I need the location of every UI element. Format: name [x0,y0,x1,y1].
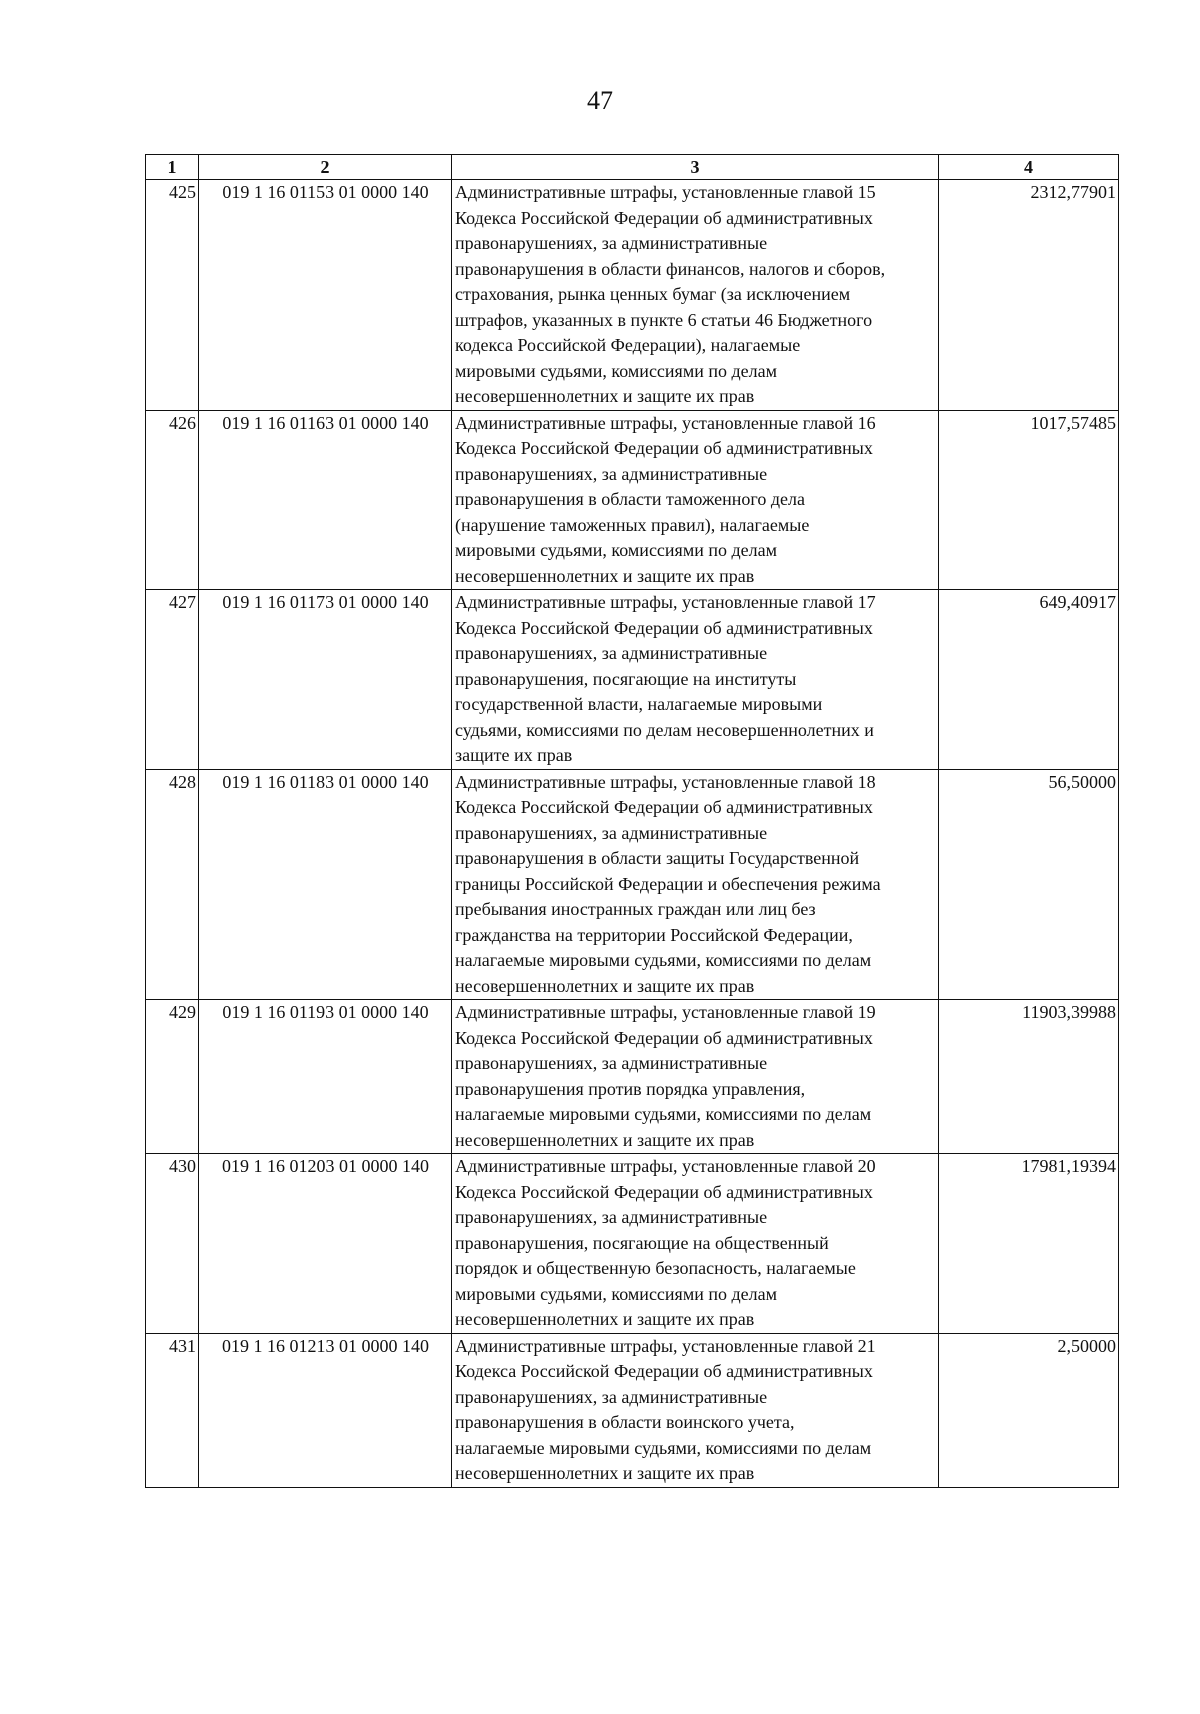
description-text: Административные штрафы, установленные главой 15 Кодекса Российской Федерации об административных правонарушениях, за административные правонарушения в области финансов, налогов и сборов, страхования, рынка ценных бумаг (за исключением штрафов, указанных в пункте 6 статьи 46 Бюджетного кодекса Российской Федерации), налагаемые мировыми судьями, комиссиями по делам несовершеннолетних и защите их прав [455,182,886,406]
description-text: Административные штрафы, установленные главой 21 Кодекса Российской Федерации об административных правонарушениях, за административные правонарушения в области воинского учета, налагаемые мировыми судьями, комиссиями по делам несовершеннолетних и защите их прав [455,1335,876,1483]
column-header-4: 4 [939,155,1119,180]
row-amount: 56,50000 [939,769,1119,1000]
description-text: Административные штрафы, установленные главой 20 Кодекса Российской Федерации об административных правонарушениях, за административные правонарушения, посягающие на общественный порядок и общественную безопасность, налагаемые мировыми судьями, комиссиями по делам несовершеннолетних и защите их прав [455,1156,876,1329]
revenue-table [145,154,1119,1488]
column-header-2: 2 [199,155,452,180]
row-description [452,180,939,411]
row-description [452,1000,939,1154]
page-number: 47 [587,86,613,115]
budget-code: 019 1 16 01183 01 0000 140 [199,769,452,1000]
row-number: 425 [146,180,199,411]
description-text: Административные штрафы, установленные главой 18 Кодекса Российской Федерации об административных правонарушениях, за административные правонарушения в области защиты Государственной границы Российской Федерации и обеспечения режима пребывания иностранных граждан или лиц без гражданства на территории Российской Федерации, налагаемые мировыми судьями, комиссиями по делам несовершеннолетних и защите их прав [455,771,881,996]
table-row [146,410,1119,590]
description-text: Административные штрафы, установленные главой 17 Кодекса Российской Федерации об административных правонарушениях, за административные правонарушения, посягающие на институты государственной власти, налагаемые мировыми судьями, комиссиями по делам несовершеннолетних и защите их прав [455,592,876,765]
row-number: 426 [146,410,199,590]
row-description [452,590,939,770]
row-number: 429 [146,1000,199,1154]
row-amount: 17981,19394 [939,1154,1119,1334]
table-header-row [146,155,1119,180]
row-amount: 2,50000 [939,1333,1119,1487]
budget-code: 019 1 16 01203 01 0000 140 [199,1154,452,1334]
row-amount: 649,40917 [939,590,1119,770]
row-description [452,769,939,1000]
table-row [146,1333,1119,1487]
row-number: 427 [146,590,199,770]
budget-code: 019 1 16 01163 01 0000 140 [199,410,452,590]
table-row [146,1000,1119,1154]
row-amount: 2312,77901 [939,180,1119,411]
description-text: Административные штрафы, установленные главой 19 Кодекса Российской Федерации об административных правонарушениях, за административные правонарушения против порядка управления, налагаемые мировыми судьями, комиссиями по делам несовершеннолетних и защите их прав [455,1002,876,1150]
row-description [452,410,939,590]
table-row [146,769,1119,1000]
row-amount: 1017,57485 [939,410,1119,590]
column-header-1: 1 [146,155,199,180]
description-text: Административные штрафы, установленные главой 16 Кодекса Российской Федерации об административных правонарушениях, за административные правонарушения в области таможенного дела (нарушение таможенных правил), налагаемые мировыми судьями, комиссиями по делам несовершеннолетних и защите их прав [455,412,876,586]
row-number: 428 [146,769,199,1000]
row-number: 430 [146,1154,199,1334]
budget-code: 019 1 16 01153 01 0000 140 [199,180,452,411]
table-row [146,1154,1119,1334]
row-description [452,1333,939,1487]
row-description [452,1154,939,1334]
budget-code: 019 1 16 01213 01 0000 140 [199,1333,452,1487]
budget-code: 019 1 16 01193 01 0000 140 [199,1000,452,1154]
table-row [146,180,1119,411]
budget-code: 019 1 16 01173 01 0000 140 [199,590,452,770]
table-row [146,590,1119,770]
column-header-3: 3 [452,155,939,180]
row-amount: 11903,39988 [939,1000,1119,1154]
row-number: 431 [146,1333,199,1487]
